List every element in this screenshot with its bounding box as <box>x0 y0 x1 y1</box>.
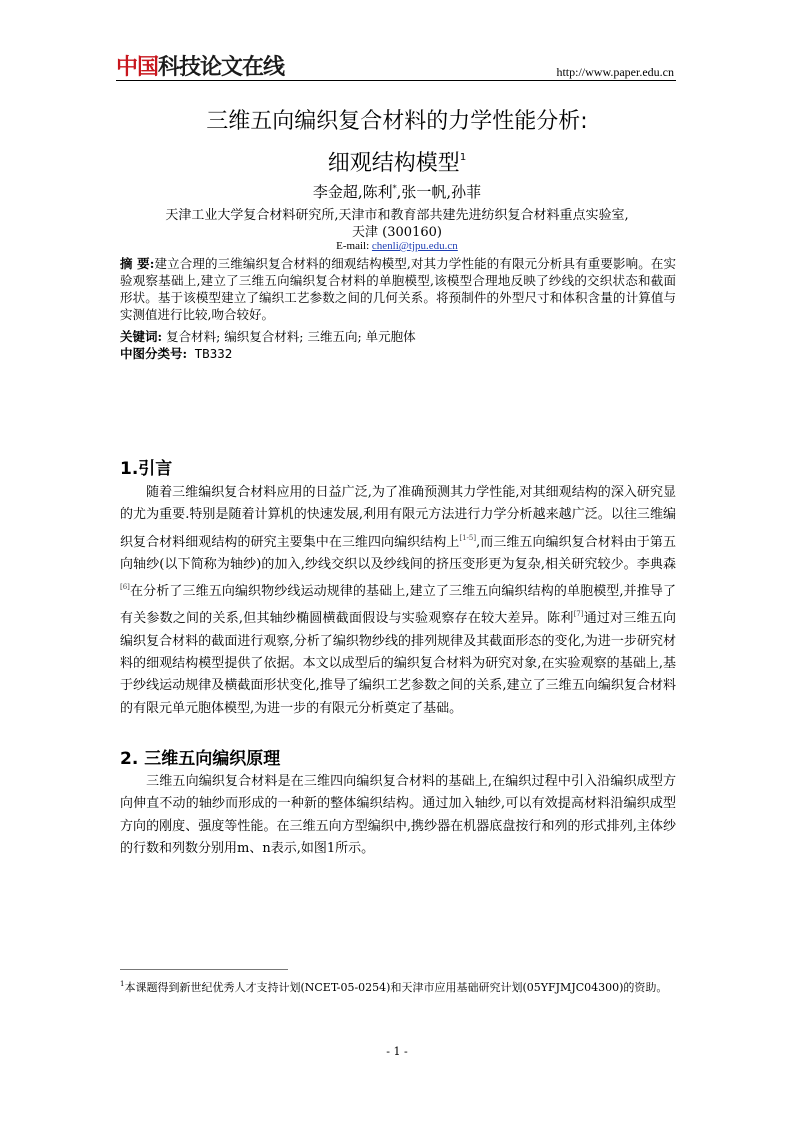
keywords-label: 关键词: <box>120 329 163 344</box>
principle-text: 三维五向编织复合材料是在三维四向编织复合材料的基础上,在编织过程中引入沿编织成型方向伸直不动的轴纱而形成的一种新的整体编织结构。通过加入轴纱,可以有效提高材料沿编织成型方向的刚度、强度等性能。在三维五向方型编织中,携纱器在机器底盘按行和列的形式排列,主体纱的行数和列数分别用m、n表示,如图1所示。 <box>120 774 676 856</box>
author-name: 孙菲 <box>451 183 482 201</box>
header-divider <box>116 80 676 81</box>
site-url[interactable]: http://www.paper.edu.cn <box>556 65 674 79</box>
affiliation-line2: 天津 (300160) <box>352 225 442 240</box>
section-heading-principle: 2. 三维五向编织原理 <box>120 749 281 769</box>
abstract-label: 摘 要: <box>120 256 155 271</box>
page-number: - 1 - <box>386 1045 408 1058</box>
abstract-text: 建立合理的三维编织复合材料的细观结构模型,对其力学性能的有限元分析具有重要影响。在实验观察基础上,建立了三维五向编织复合材料的单胞模型,该模型合理地反映了纱线的交织状态和截面形状。基于该模型建立了编织工艺参数之间的几何关系。将预制件的外型尺寸和体积含量的计算值与实测值进行比较,吻合较好。 <box>120 256 676 322</box>
affiliation-line1: 天津工业大学复合材料研究所,天津市和教育部共建先进纺织复合材料重点实验室, <box>165 208 629 223</box>
intro-text-3: 在分析了三维五向编织物纱线运动规律的基础上,建立了三维五向编织结构的单胞模型,并推导了有关参数之间的关系,但其轴纱椭圆横截面假设与实验观察存在较大差异。陈利 <box>120 584 676 627</box>
author-name: ,张一帆, <box>396 183 452 201</box>
keywords <box>120 328 676 345</box>
footnote <box>120 974 676 998</box>
footnote-divider <box>120 969 288 970</box>
author-name: 李金超, <box>312 183 363 201</box>
email-label: E-mail: <box>336 240 372 252</box>
footnote-text: 本课题得到新世纪优秀人才支持计划(NCET-05-0254)和天津市应用基础研究计划(05YFJMJC04300)的资助。 <box>124 981 668 994</box>
author-name: 陈利 <box>362 183 393 201</box>
author-list <box>0 181 794 202</box>
citation-ref[interactable]: [7] <box>573 610 584 619</box>
logo-text-dark: 科技论文在线 <box>158 54 285 80</box>
intro-text-4: 通过对三维五向编织复合材料的截面进行观察,分析了编织物纱线的排列规律及其截面形态的变化,为进一步研究材料的细观结构模型提供了依据。本文以成型后的编织复合材料为研究对象,在实验观察的基础上,基于纱线运动规律及横截面形状变化,推导了编织工艺参数之间的关系,建立了三维五向编织复合材料的有限元单元胞体模型,为进一步的有限元分析奠定了基础。 <box>120 611 676 716</box>
citation-ref[interactable]: [6] <box>120 583 130 592</box>
corresponding-author-mark: * <box>392 184 397 193</box>
logo-text-red: 中国 <box>116 54 159 80</box>
site-logo[interactable] <box>116 52 284 78</box>
footnote-mark: 1 <box>120 980 125 988</box>
paper-title-line2 <box>0 146 794 177</box>
section-heading-intro: 1.引言 <box>120 459 173 479</box>
title-footnote-mark[interactable]: 1 <box>459 152 467 163</box>
classification-label: 中图分类号: <box>120 346 188 361</box>
email-link[interactable]: chenli@tjpu.edu.cn <box>371 240 458 252</box>
classification-number <box>120 345 676 362</box>
intro-text-2: ,而三维五向编织复合材料由于第五向轴纱(以下简称为轴纱)的加入,纱线交织以及纱线间的挤压变形更为复杂,相关研究较少。李典森 <box>120 534 676 572</box>
email-line <box>0 240 794 252</box>
paper-title-line1: 三维五向编织复合材料的力学性能分析: <box>206 109 588 134</box>
abstract <box>120 255 676 323</box>
intro-paragraph <box>120 482 676 720</box>
citation-ref[interactable]: [1-5] <box>459 533 477 542</box>
paper-title-text: 细观结构模型 <box>327 151 460 176</box>
intro-text-1: 随着三维编织复合材料应用的日益广泛,为了准确预测其力学性能,对其细观结构的深入研究显的尤为重要.特别是随着计算机的快速发展,利用有限元方法进行力学分析越来越广泛。以往三维编织复合材料细观结构的研究主要集中在三维四向编织结构上 <box>120 485 676 550</box>
keywords-text: 复合材料; 编织复合材料; 三维五向; 单元胞体 <box>162 329 416 344</box>
classification-value: TB332 <box>187 346 233 361</box>
principle-paragraph <box>120 771 676 860</box>
